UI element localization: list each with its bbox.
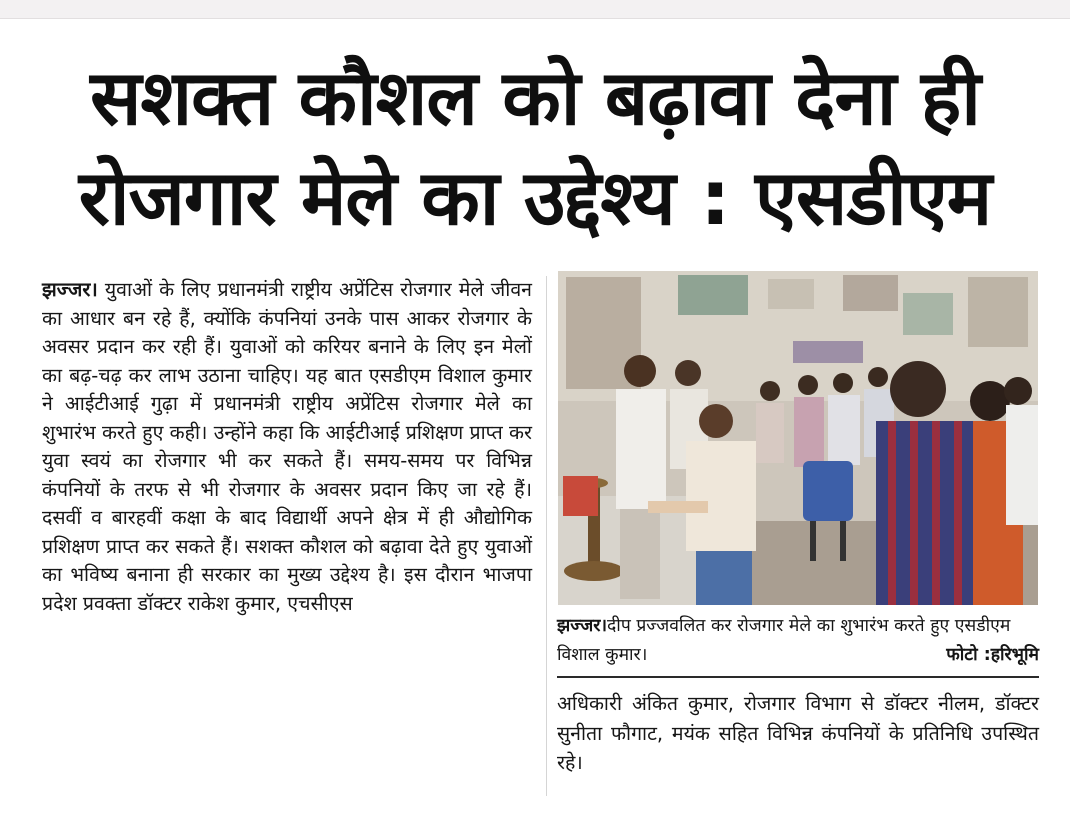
article-body-right: अधिकारी अंकित कुमार, रोजगार विभाग से डॉक्टर नीलम, डॉक्टर सुनीता फौगाट, मयंक सहित विभिन्न कंपनियों के प्रतिनिधि उपस्थित रहे।: [557, 692, 1039, 774]
column-divider: [546, 276, 547, 796]
caption-text: दीप प्रज्जवलित कर रोजगार मेले का शुभारंभ करते हुए एसडीएम विशाल कुमार।: [557, 616, 1011, 665]
news-photo: [558, 271, 1038, 605]
caption-divider: [557, 676, 1039, 678]
headline: [0, 48, 1070, 248]
article-dateline: झज्जर।: [42, 278, 98, 301]
article-body-left: [42, 276, 532, 618]
photo-credit: फोटो :हरिभूमि: [946, 645, 1039, 665]
photo-caption: [557, 612, 1039, 670]
news-photo-image: [558, 271, 1038, 605]
caption-dateline: झज्जर।: [557, 616, 608, 636]
article-text-left: युवाओं के लिए प्रधानमंत्री राष्ट्रीय अप्रेंटिस रोजगार मेले जीवन का आधार बन रहे हैं, क्योंकि कंपनियां उनके पास आकर रोजगार के अवसर प्रदान कर रही हैं। युवाओं को करियर बनाने के लिए इन मेलों का बढ़-चढ़ कर लाभ उठाना चाहिए। यह बात एसडीएम विशाल कुमार ने आईटीआई गुढ़ा में प्रधानमंत्री राष्ट्रीय अप्रेंटिस रोजगार मेले का शुभारंभ करते हुए कही। उन्होंने कहा कि आईटीआई प्रशिक्षण प्राप्त कर युवा स्वयं का रोजगार भी कर सकते हैं। समय-समय पर विभिन्न कंपनियों के तरफ से भी रोजगार के अवसर प्रदान किए जा रहे हैं। दसवीं व बारहवीं कक्षा के बाद विद्यार्थी अपने क्षेत्र में ही औद्योगिक प्रशिक्षण प्राप्त कर सकते हैं। सशक्त कौशल को बढ़ावा देते हुए युवाओं का भविष्य बनाना ही सरकार का मुख्य उद्देश्य है। इस दौरान भाजपा प्रदेश प्रवक्ता डॉक्टर राकेश कुमार, एचसीएस: [42, 278, 532, 615]
headline-line-2: रोजगार मेले का उद्देश्य : एसडीएम: [78, 153, 992, 242]
headline-line-1: सशक्त कौशल को बढ़ावा देना ही: [90, 53, 980, 142]
top-strip: [0, 0, 1070, 19]
